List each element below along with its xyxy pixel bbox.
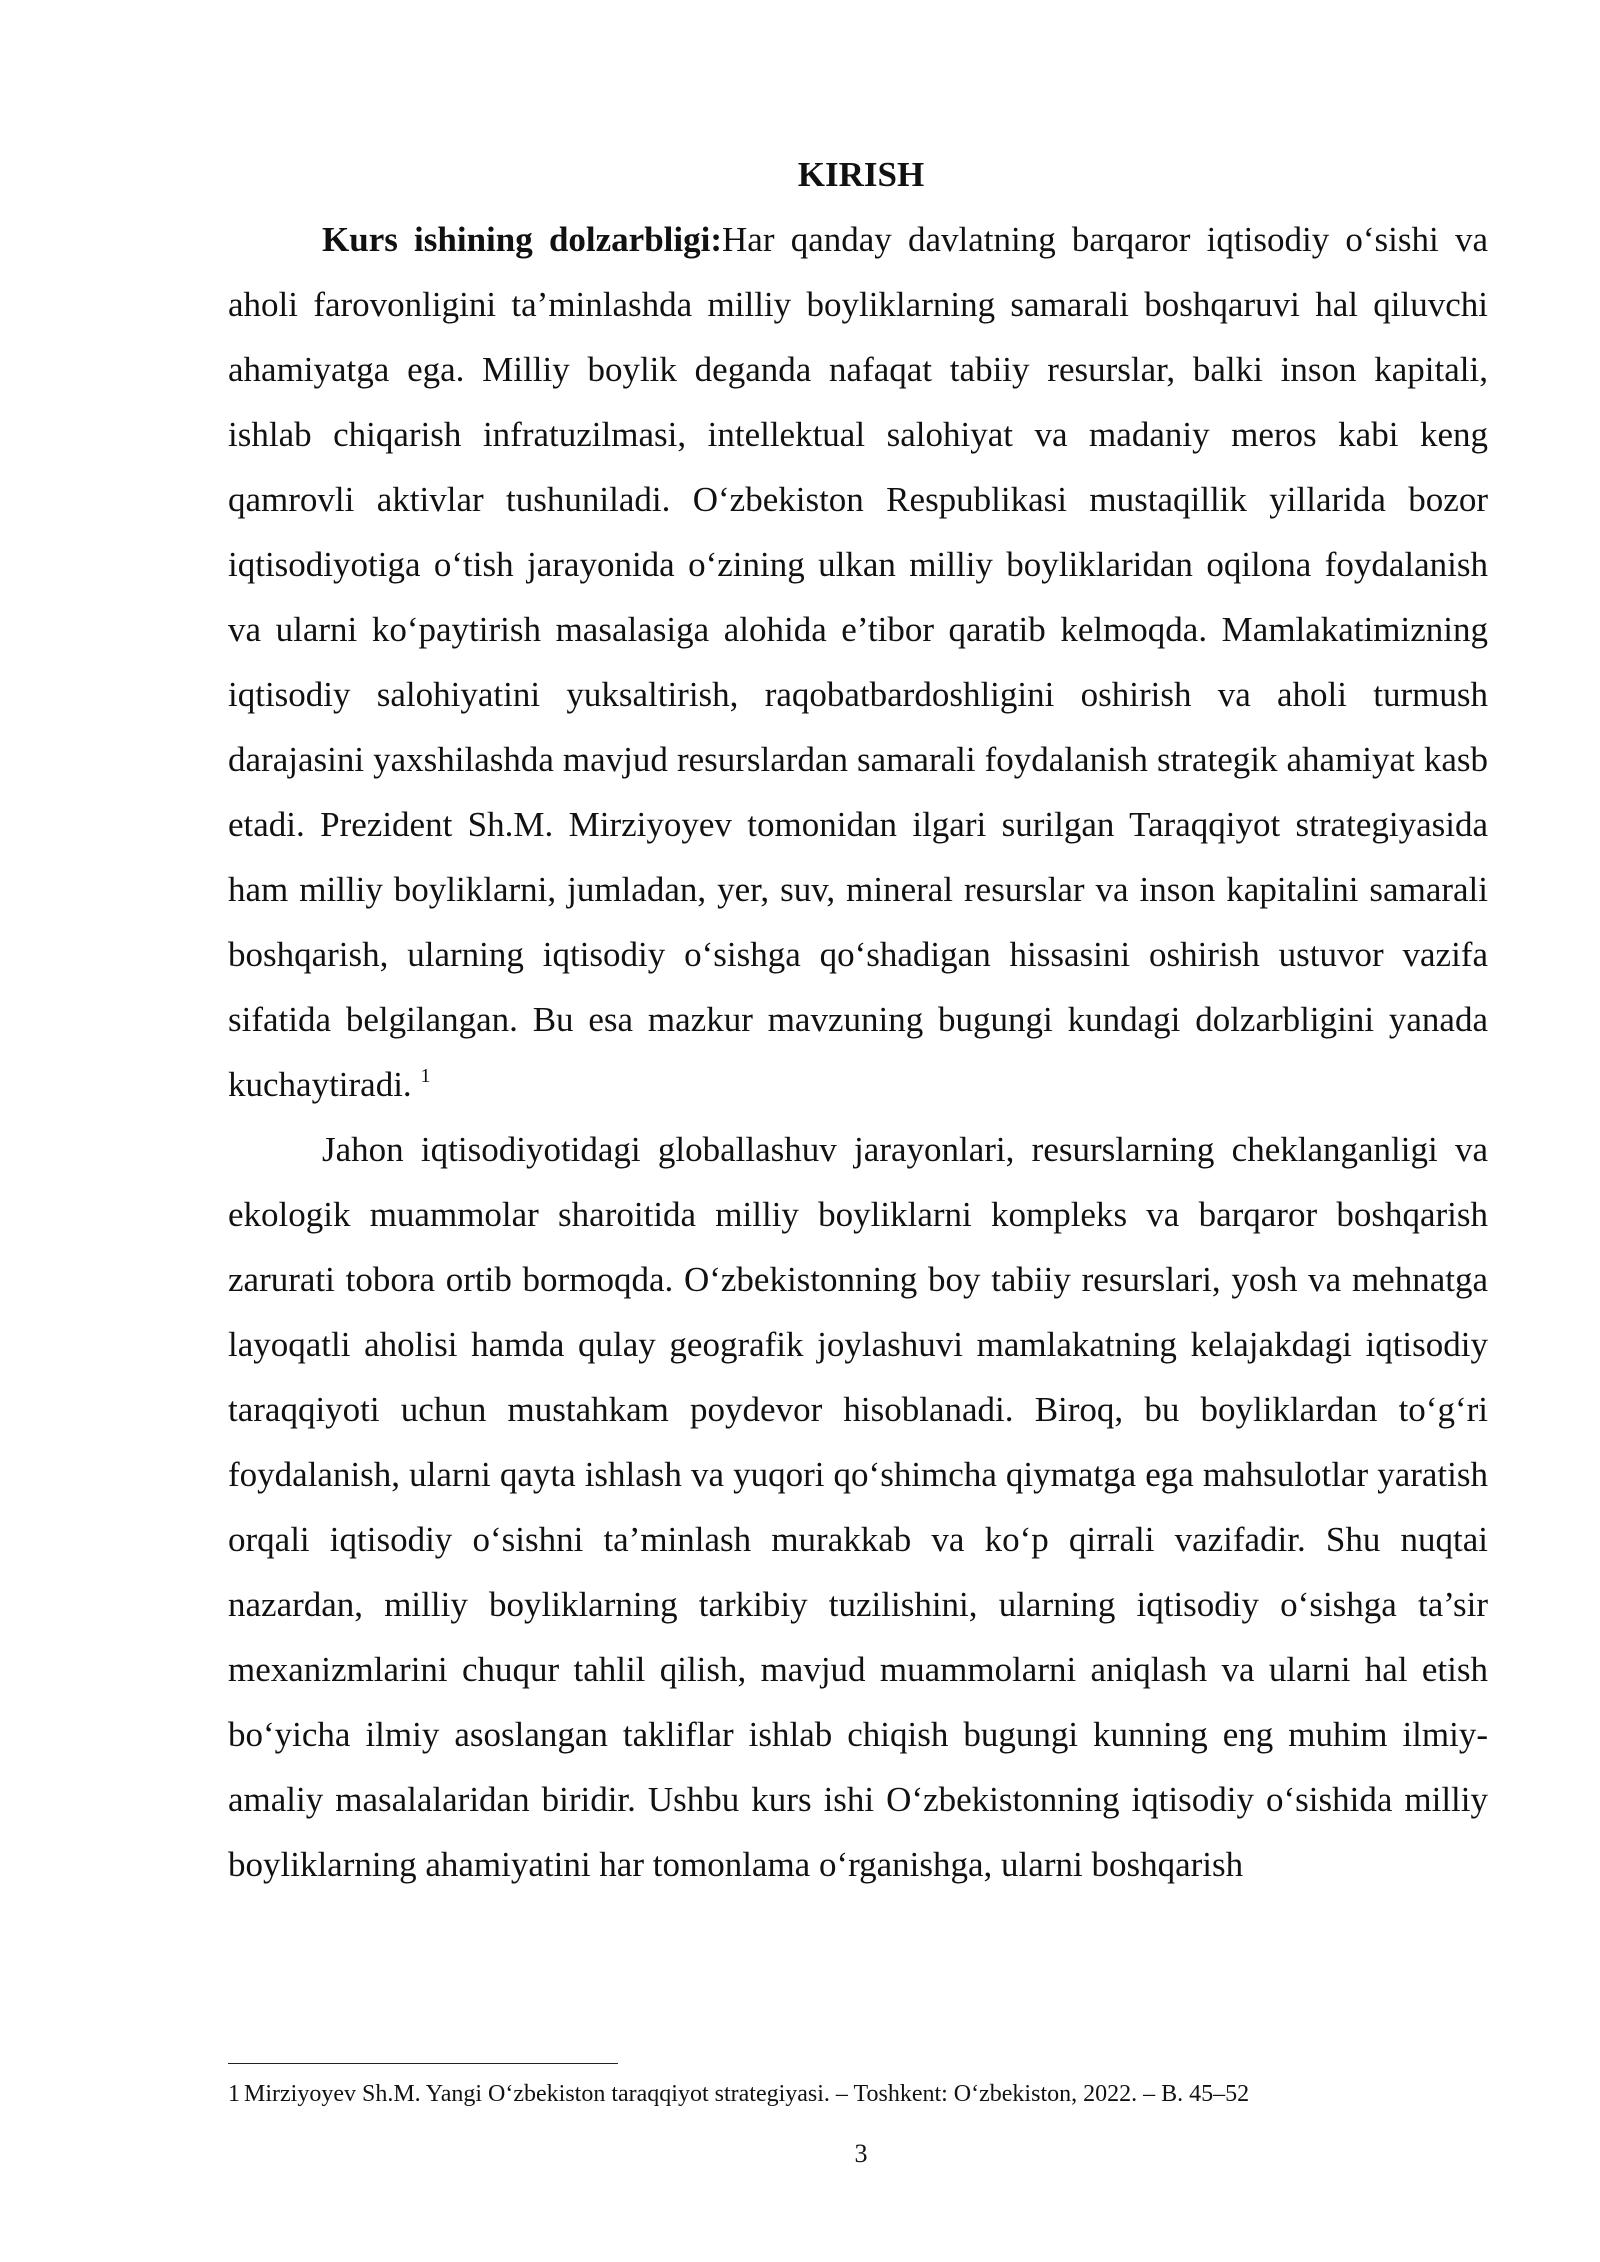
paragraph-relevance [228,207,1488,1117]
page-number: 3 [854,2139,868,2168]
paragraph-lead: Kurs ishining dolzarbligi: [322,220,723,259]
footnote-number: 1 [228,2081,240,2107]
page-heading: KIRISH [797,155,925,194]
footnote-reference[interactable]: 1 [420,1065,431,1087]
paragraph-globalization: Jahon iqtisodiyotidagi globallashuv jarayonlari, resurslarning cheklanganligi va ekologik muammolar sharoitida milliy boyliklarni kompleks va barqaror boshqarish zarurati tobora ortib bormoqda. O‘zbekistonning boy tabiiy resurslari, yosh va mehnatga layoqatli aholisi hamda qulay geografik joylashuvi mamlakatning kelajakdagi iqtisodiy taraqqiyoti uchun mustahkam poydevor hisoblanadi. Biroq, bu boyliklardan to‘g‘ri foydalanish, ularni qayta ishlash va yuqori qo‘shimcha qiymatga ega mahsulotlar yaratish orqali iqtisodiy o‘sishni ta’minlash murakkab va ko‘p qirrali vazifadir. Shu nuqtai nazardan, milliy boyliklarning tarkibiy tuzilishini, ularning iqtisodiy o‘sishga ta’sir mexanizmlarini chuqur tahlil qilish, mavjud muammolarni aniqlash va ularni hal etish bo‘yicha ilmiy asoslangan takliflar ishlab chiqish bugungi kunning eng muhim ilmiy-amaliy masalalaridan biridir. Ushbu kurs ishi O‘zbekistonning iqtisodiy o‘sishida milliy boyliklarning ahamiyatini har tomonlama o‘rganishga, ularni boshqarish [228,1130,1488,1884]
body-text [228,207,1488,1897]
paragraph-text: Har qanday davlatning barqaror iqtisodiy o‘sishi va aholi farovonligini ta’minlashda milliy boyliklarning samarali boshqaruvi hal qiluvchi ahamiyatga ega. Milliy boylik deganda nafaqat tabiiy resurslar, balki inson kapitali, ishlab chiqarish infratuzilmasi, intellektual salohiyat va madaniy meros kabi keng qamrovli aktivlar tushuniladi. O‘zbekiston Respublikasi mustaqillik yillarida bozor iqtisodiyotiga o‘tish jarayonida o‘zining ulkan milliy boyliklaridan oqilona foydalanish va ularni ko‘paytirish masalasiga alohida e’tibor qaratib kelmoqda. Mamlakatimizning iqtisodiy salohiyatini yuksaltirish, raqobatbardoshligini oshirish va aholi turmush darajasini yaxshilashda mavjud resurslardan samarali foydalanish strategik ahamiyat kasb etadi. Prezident Sh.M. Mirziyoyev tomonidan ilgari surilgan Taraqqiyot strategiyasida ham milliy boyliklarni, jumladan, yer, suv, mineral resurslar va inson kapitalini samarali boshqarish, ularning iqtisodiy o‘sishga qo‘shadigan hissasini oshirish ustuvor vazifa sifatida belgilangan. Bu esa mazkur mavzuning bugungi kundagi dolzarbligini yanada kuchaytiradi. [228,220,1488,1104]
footnote-separator [228,2063,618,2064]
footnote [228,2078,1488,2110]
footnote-text: Mirziyoyev Sh.M. Yangi O‘zbekiston taraqqiyot strategiyasi. – Toshkent: O‘zbekiston, 2022. – B. 45–52 [244,2081,1250,2107]
